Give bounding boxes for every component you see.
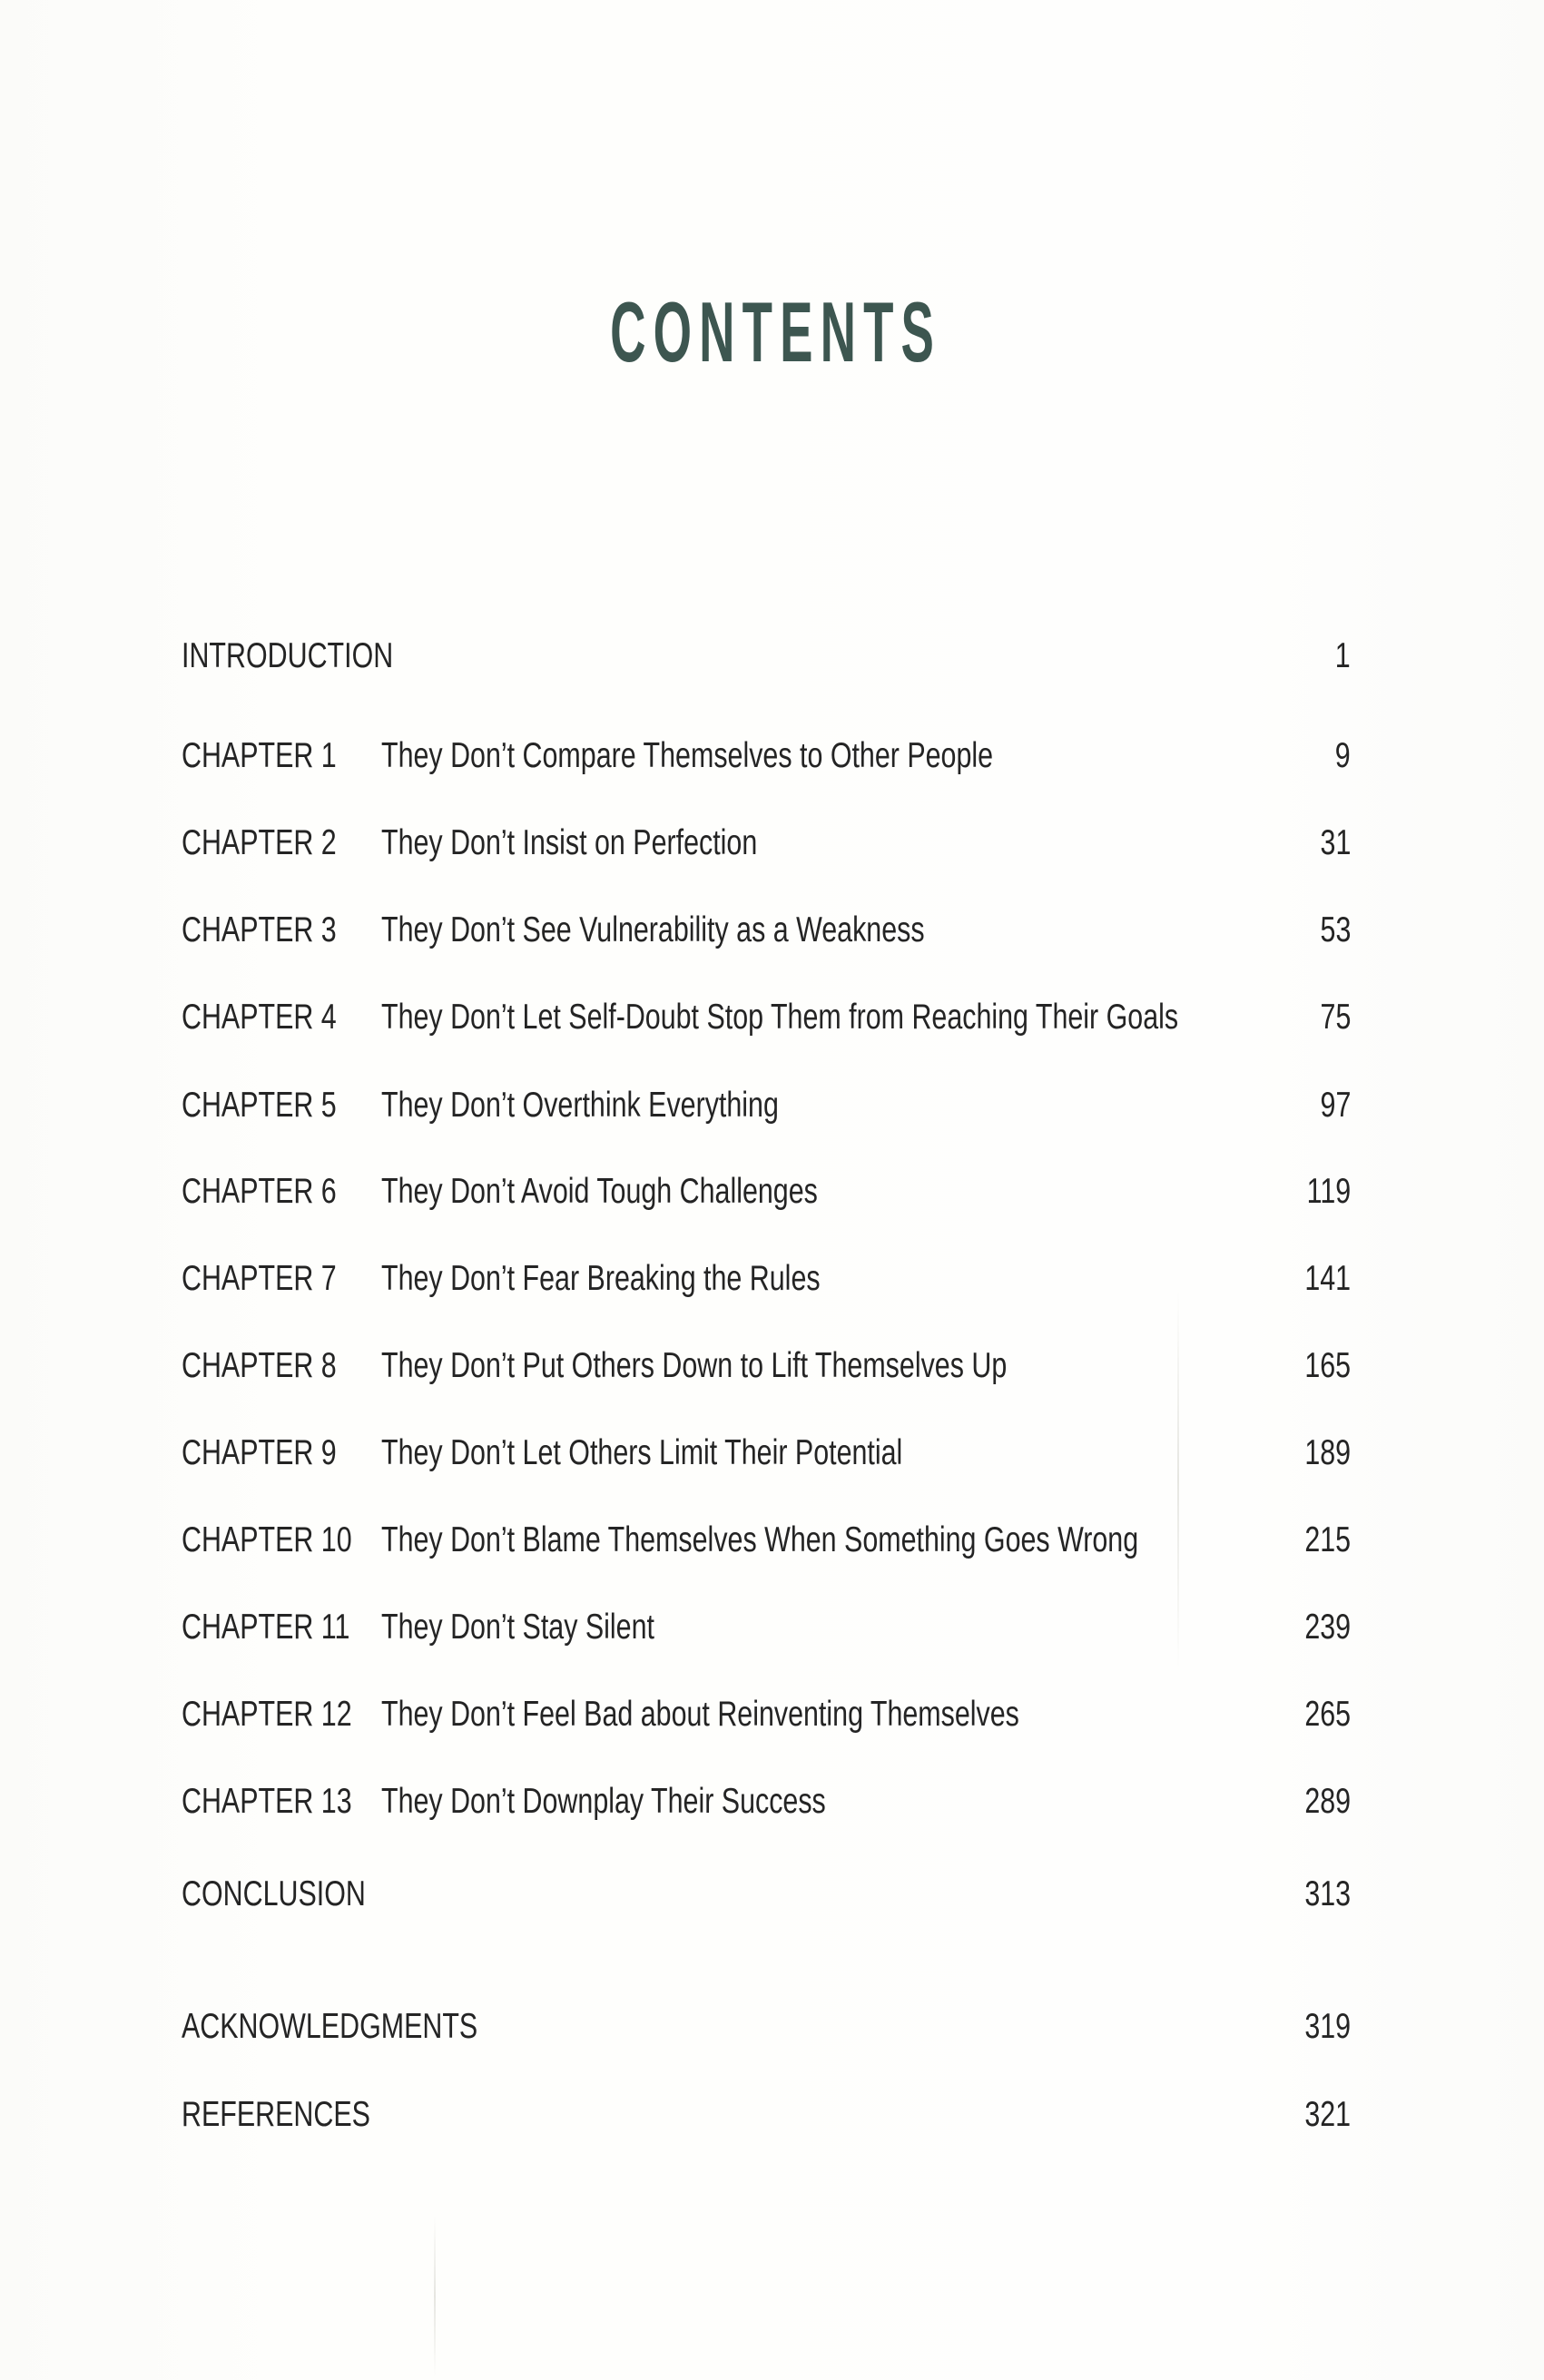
toc-chapter-label: CHAPTER 6 (182, 1172, 337, 1211)
toc-entry-chapter-1[interactable] (182, 736, 1351, 776)
toc-chapter-title: They Don’t Avoid Tough Challenges (381, 1172, 818, 1211)
toc-chapter-label: CHAPTER 9 (182, 1433, 337, 1472)
toc-chapter-label: CHAPTER 5 (182, 1086, 337, 1125)
toc-entry-page-number: 265 (1304, 1695, 1351, 1734)
scan-artifact (434, 2215, 436, 2378)
toc-chapter-title: They Don’t Let Others Limit Their Potential (381, 1433, 903, 1472)
toc-entry-page-number: 313 (1304, 1874, 1351, 1913)
toc-chapter-title: They Don’t Put Others Down to Lift Themselves Up (381, 1346, 1008, 1385)
toc-chapter-label: CHAPTER 1 (182, 736, 337, 775)
toc-entry-page-number: 289 (1304, 1782, 1351, 1821)
toc-chapter-label: CHAPTER 11 (182, 1608, 350, 1647)
toc-entry-label: CONCLUSION (182, 1874, 366, 1913)
toc-chapter-title: They Don’t Downplay Their Success (381, 1782, 826, 1821)
toc-chapter-title: They Don’t See Vulnerability as a Weakness (381, 910, 925, 949)
toc-entry-page-number: 31 (1320, 823, 1351, 862)
toc-chapter-label: CHAPTER 12 (182, 1695, 352, 1734)
toc-chapter-title: They Don’t Overthink Everything (381, 1086, 779, 1125)
toc-entry-chapter-13[interactable] (182, 1782, 1351, 1822)
toc-chapter-label: CHAPTER 3 (182, 910, 337, 949)
toc-entry-page-number: 9 (1335, 736, 1351, 775)
toc-entry-page-number: 321 (1304, 2095, 1351, 2134)
toc-chapter-label: CHAPTER 4 (182, 998, 337, 1037)
toc-entry-chapter-10[interactable] (182, 1520, 1351, 1560)
toc-chapter-title: They Don’t Feel Bad about Reinventing Themselves (381, 1695, 1019, 1734)
toc-chapter-title: They Don’t Let Self-Doubt Stop Them from Reaching Their Goals (381, 998, 1179, 1037)
toc-chapter-label: CHAPTER 13 (182, 1782, 352, 1821)
toc-chapter-title: They Don’t Compare Themselves to Other People (381, 736, 994, 775)
toc-entry-chapter-2[interactable] (182, 823, 1351, 863)
toc-entry-page-number: 319 (1304, 2007, 1351, 2046)
page-title-text: CONTENTS (610, 283, 941, 379)
toc-entry-page-number: 239 (1304, 1608, 1351, 1647)
toc-chapter-title: They Don’t Insist on Perfection (381, 823, 758, 862)
toc-entry-page-number: 141 (1304, 1259, 1351, 1298)
toc-entry-page-number: 119 (1306, 1172, 1351, 1211)
toc-entry-chapter-4[interactable] (182, 998, 1351, 1038)
toc-entry-label: ACKNOWLEDGMENTS (182, 2007, 478, 2046)
toc-chapter-title: They Don’t Stay Silent (381, 1608, 654, 1647)
toc-entry-page-number: 97 (1320, 1086, 1351, 1125)
toc-entry-acknowledgments[interactable] (182, 2007, 1351, 2047)
toc-entry-page-number: 75 (1320, 998, 1351, 1037)
toc-entry-chapter-7[interactable] (182, 1259, 1351, 1299)
toc-entry-introduction[interactable] (182, 636, 1351, 676)
toc-entry-page-number: 165 (1304, 1346, 1351, 1385)
toc-entry-label: INTRODUCTION (182, 636, 394, 675)
toc-entry-chapter-3[interactable] (182, 910, 1351, 950)
toc-entry-chapter-6[interactable] (182, 1172, 1351, 1212)
toc-entry-chapter-5[interactable] (182, 1086, 1351, 1126)
page-title (0, 283, 1544, 379)
toc-chapter-label: CHAPTER 8 (182, 1346, 337, 1385)
toc-chapter-label: CHAPTER 7 (182, 1259, 337, 1298)
toc-entry-conclusion[interactable] (182, 1874, 1351, 1914)
toc-entry-chapter-12[interactable] (182, 1695, 1351, 1735)
toc-chapter-label: CHAPTER 2 (182, 823, 337, 862)
toc-entry-page-number: 215 (1304, 1520, 1351, 1559)
toc-chapter-label: CHAPTER 10 (182, 1520, 352, 1559)
toc-entry-label: REFERENCES (182, 2095, 370, 2134)
toc-entry-references[interactable] (182, 2095, 1351, 2135)
toc-chapter-title: They Don’t Blame Themselves When Something Goes Wrong (381, 1520, 1139, 1559)
toc-entry-page-number: 1 (1335, 636, 1351, 675)
toc-entry-chapter-9[interactable] (182, 1433, 1351, 1473)
toc-entry-page-number: 53 (1320, 910, 1351, 949)
toc-entry-chapter-11[interactable] (182, 1608, 1351, 1647)
toc-entry-page-number: 189 (1304, 1433, 1351, 1472)
toc-entry-chapter-8[interactable] (182, 1346, 1351, 1386)
toc-chapter-title: They Don’t Fear Breaking the Rules (381, 1259, 821, 1298)
